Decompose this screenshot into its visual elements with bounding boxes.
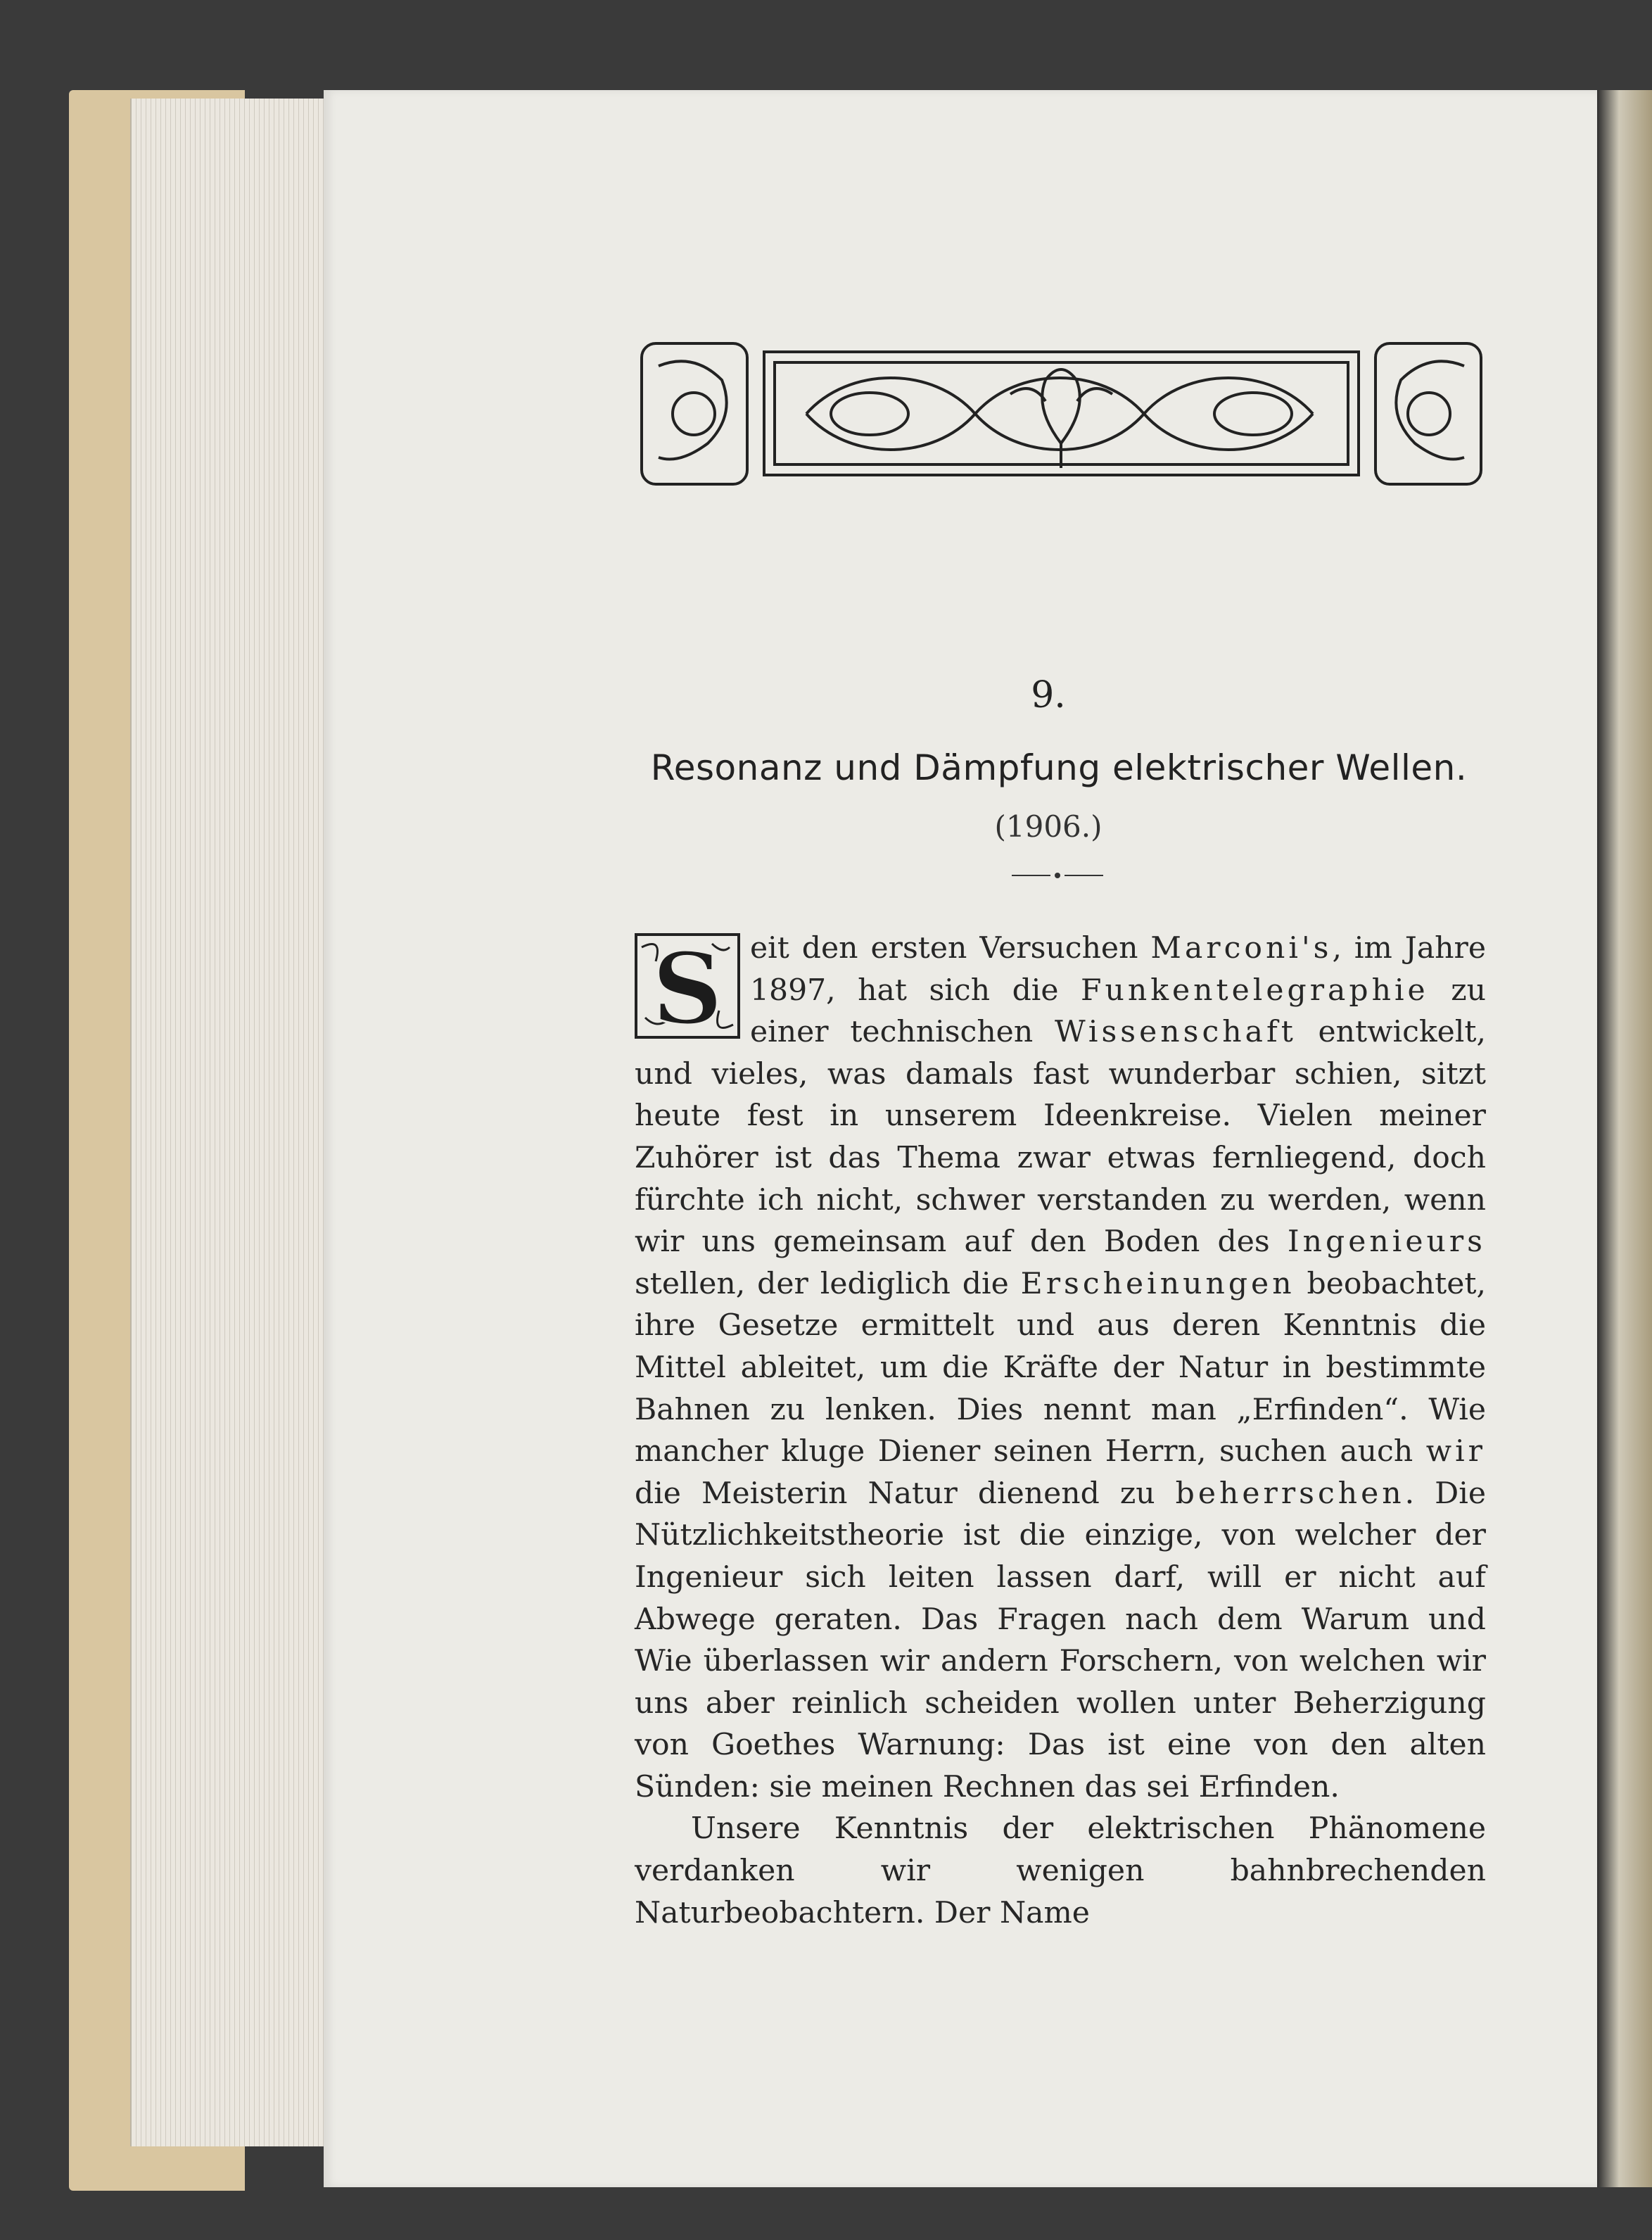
spaced-emphasis-text: beherrschen <box>1175 1476 1405 1511</box>
paragraph-text: die Meisterin Natur dienend zu <box>635 1476 1176 1511</box>
paragraph-text: entwickelt, und vieles, was damals fast wunderbar schien, sitzt heute fest in unserem Ideenkreise. Vielen meiner Zuhörer ist das Thema zwar etwas fernliegend, doch fürchte ich nicht, schwer verstanden zu werden, wenn wir uns gemeinsam auf den Boden des <box>635 1015 1486 1260</box>
facing-page-edge <box>1597 90 1652 2187</box>
chapter-number: 9. <box>1031 674 1066 716</box>
chapter-body-text <box>635 928 1486 1934</box>
spaced-emphasis-text: Ingenieurs <box>1287 1225 1486 1260</box>
paragraph-text: . Die Nützlichkeitstheorie ist die einzige, von welcher der Ingenieur sich leiten lassen darf, will er nicht auf Abwege geraten. Das Fragen nach dem Warum und Wie überlassen wir andern Forschern, von welchen wir uns aber reinlich scheiden wollen unter Beherzigung von Goethes Warnung: Das ist eine von den alten Sünden: sie meinen Rechnen das sei Erfinden. <box>635 1476 1486 1804</box>
page-stack-edge <box>130 99 336 2146</box>
initial-letter: S <box>652 933 723 1039</box>
spaced-emphasis-text: wir <box>1425 1434 1486 1469</box>
spaced-emphasis-text: Erscheinungen <box>1020 1266 1295 1301</box>
paragraph-text: zu einer technischen <box>750 973 1486 1050</box>
spaced-emphasis-text: Marconi's <box>1150 931 1333 966</box>
paragraph-list <box>635 928 1486 1934</box>
chapter-title: Resonanz und Dämpfung elektrischer Wellen. <box>650 747 1468 788</box>
spaced-emphasis-text: Funkentelegraphie <box>1081 973 1429 1008</box>
ornamental-divider <box>1012 871 1103 880</box>
paragraph-text: , im Jahre 1897, hat sich die <box>750 931 1486 1008</box>
paragraph-text: eit den ersten Versuchen <box>750 931 1151 966</box>
paragraph-text: stellen, der lediglich die <box>635 1266 1021 1301</box>
spaced-emphasis-text: Wissenschaft <box>1054 1015 1297 1050</box>
paragraph <box>635 928 1486 1808</box>
chapter-year: (1906.) <box>994 809 1103 844</box>
decorative-headpiece <box>637 338 1485 489</box>
paragraph-text: Unsere Kenntnis der elektrischen Phänomene verdanken wir wenigen bahnbrechenden Naturbeobachtern. Der Name <box>635 1811 1486 1930</box>
decorated-initial-s-icon <box>635 933 740 1039</box>
paragraph-text: beobachtet, ihre Gesetze ermittelt und aus deren Kenntnis die Mittel ableitet, um die Kräfte der Natur in bestimmte Bahnen zu lenken. Dies nennt man „Erfinden“. Wie mancher kluge Diener seinen Herrn, suchen auch <box>635 1266 1486 1469</box>
paragraph <box>635 1808 1486 1934</box>
